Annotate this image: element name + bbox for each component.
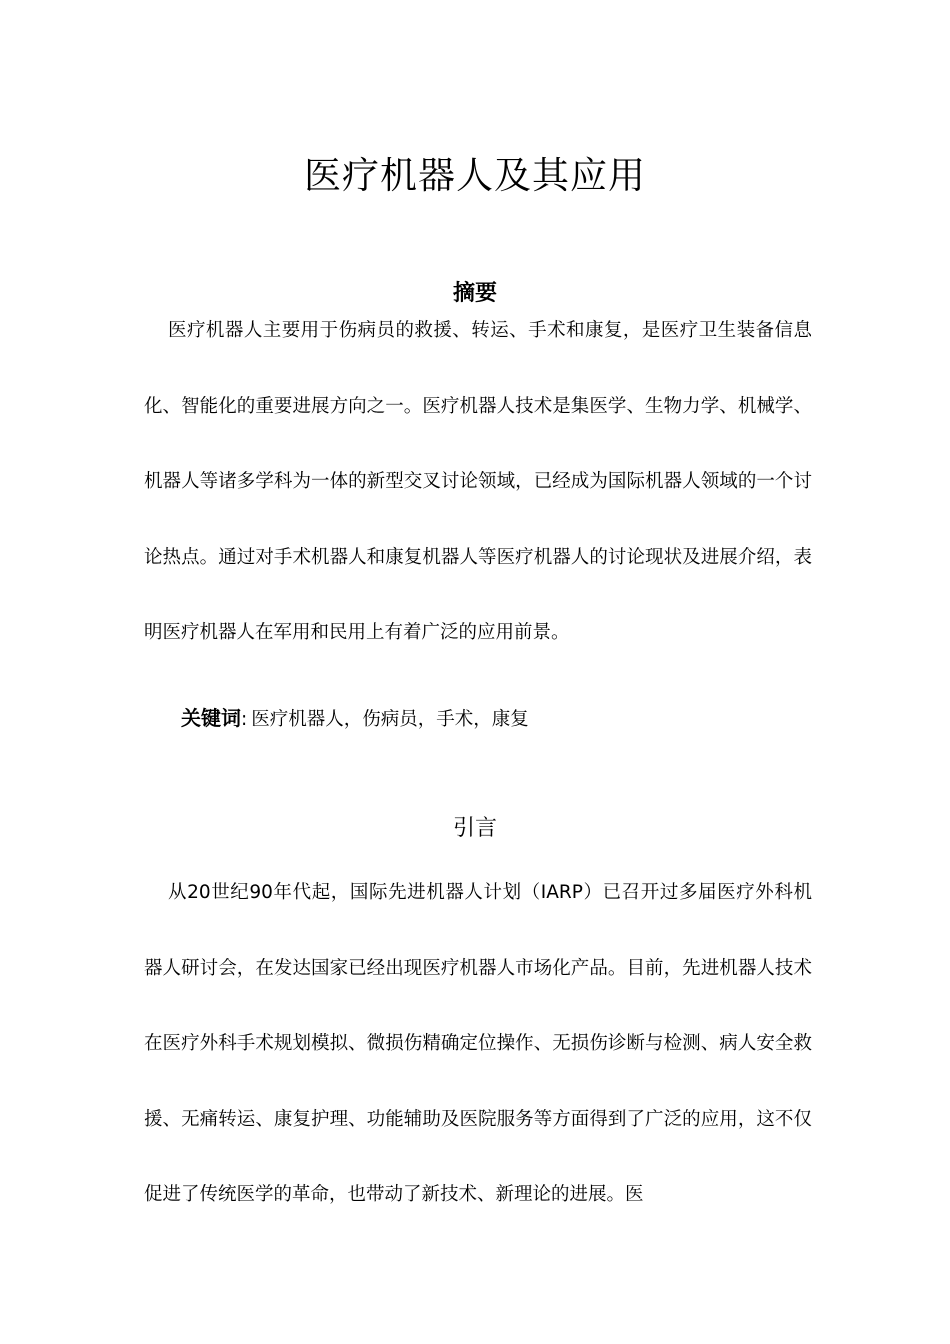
- abstract-heading: 摘要: [452, 281, 497, 306]
- keywords-separator: :: [241, 709, 248, 730]
- keywords-label: 关键词: [181, 706, 241, 730]
- keywords-line: [181, 702, 529, 736]
- abstract-paragraph: 医疗机器人主要用于伤病员的救援、转运、手术和康复，是医疗卫生装备信息化、智能化的重要进展方向之一。医疗机器人技术是集医学、生物力学、机械学、机器人等诸多学科为一体的新型交叉讨论领域，已经成为国际机器人领域的一个讨论热点。通过对手术机器人和康复机器人等医疗机器人的讨论现状及进展介绍，表明医疗机器人在军用和民用上有着广泛的应用前景。: [144, 320, 812, 643]
- introduction-heading: 引言: [452, 816, 497, 841]
- document-title: 医疗机器人及其应用: [304, 154, 646, 197]
- introduction-paragraph: 从20世纪90年代起，国际先进机器人计划（IARP）已召开过多届医疗外科机器人研讨会，在发达国家已经出现医疗机器人市场化产品。目前，先进机器人技术在医疗外科手术规划模拟、微损伤精确定位操作、无损伤诊断与检测、病人安全救援、无痛转运、康复护理、功能辅助及医院服务等方面得到了广泛的应用，这不仅促进了传统医学的革命，也带动了新技术、新理论的进展。医: [144, 882, 812, 1205]
- keywords-text: 医疗机器人，伤病员，手术，康复: [251, 709, 529, 730]
